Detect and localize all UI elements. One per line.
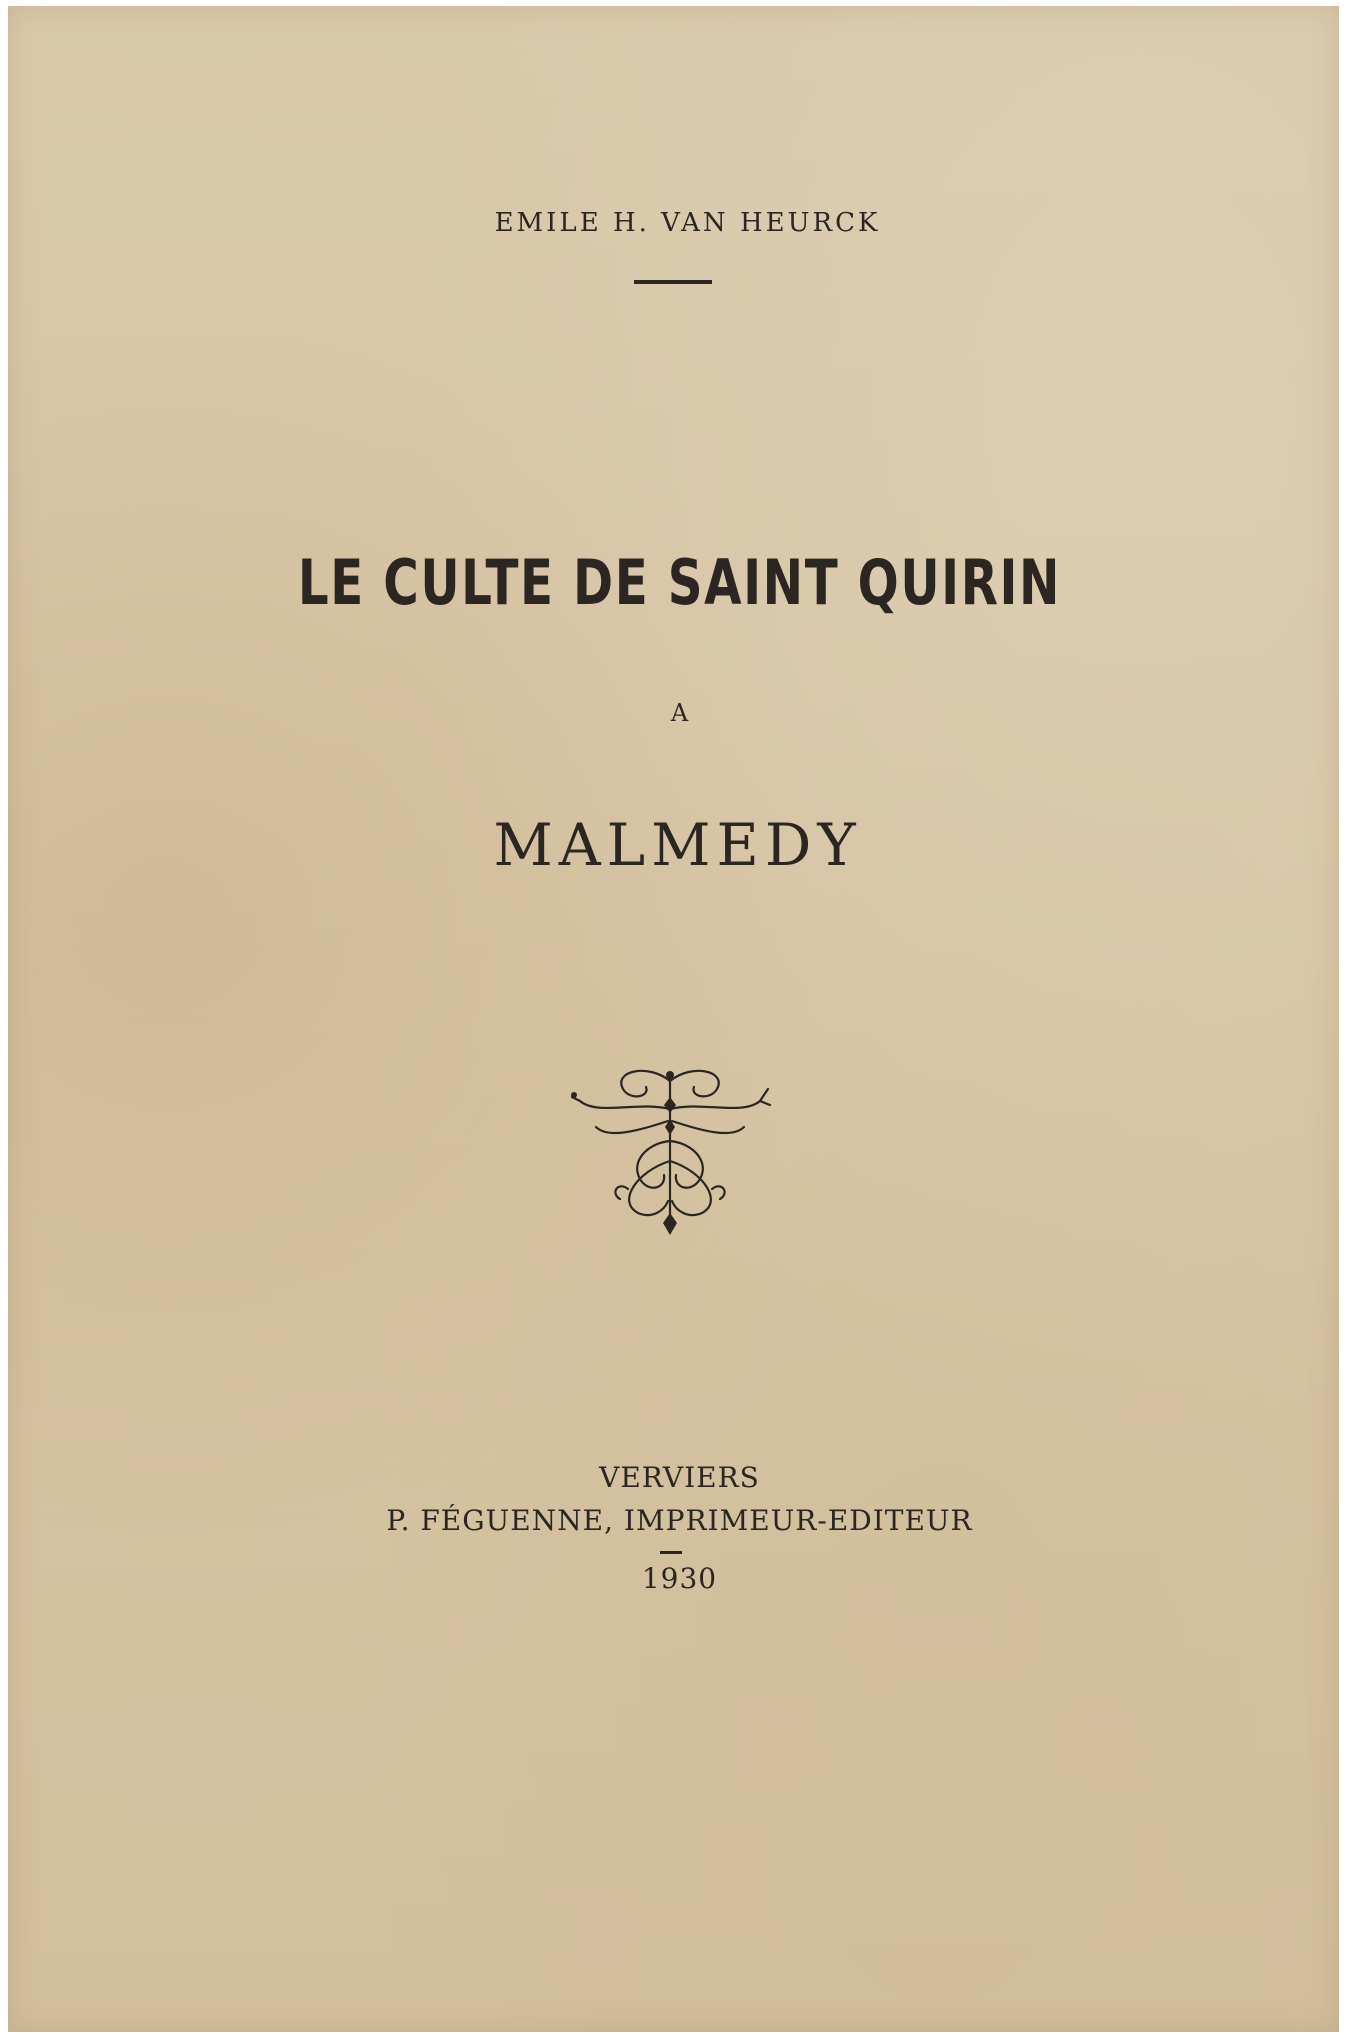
author-rule [634,280,712,284]
publication-year: 1930 [641,1562,718,1595]
floral-vignette-icon [568,1061,773,1241]
title-page [8,6,1339,2032]
publication-place: VERVIERS [599,1461,760,1494]
author-name: EMILE H. VAN HEURCK [494,208,881,238]
year-rule [660,1551,682,1554]
book-subtitle-city: MALMEDY [493,811,862,879]
book-title: LE CULTE DE SAINT QUIRIN [297,546,1062,619]
publisher-line: P. FÉGUENNE, IMPRIMEUR-EDITEUR [386,1504,973,1537]
title-connector: A [670,699,689,727]
